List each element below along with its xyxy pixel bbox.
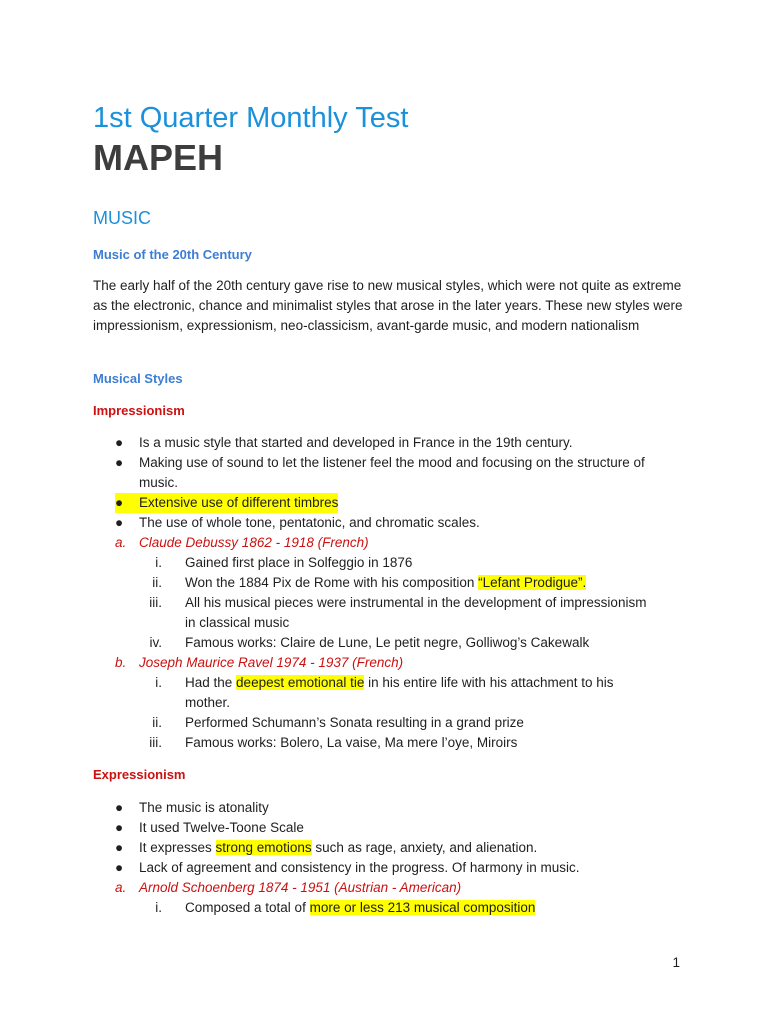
list-item: The music is atonality	[139, 800, 269, 815]
text-segment: Composed a total of	[185, 900, 310, 915]
sub-list-item	[185, 898, 535, 918]
roman-marker: ii.	[152, 715, 162, 730]
text-segment: such as rage, anxiety, and alienation.	[311, 840, 538, 855]
composer-marker: a.	[115, 880, 127, 895]
bullet-icon: ●	[115, 435, 124, 450]
section-heading: MUSIC	[93, 208, 151, 228]
styles-heading: Musical Styles	[93, 371, 183, 386]
sub-list-item: Performed Schumann’s Sonata resulting in a grand prize	[185, 715, 524, 730]
roman-marker: iii.	[149, 595, 162, 610]
highlighted-text: “Lefant Prodigue”.	[478, 575, 587, 590]
bullet-icon: ●	[115, 860, 124, 875]
intro-paragraph: The early half of the 20th century gave rise to new musical styles, which were not quite as extreme as the electronic, chance and minimalist styles that arose in the later years. These new styles were impressionism, expressionism, neo-classicism, avant-garde music, and modern nationalism	[93, 278, 683, 333]
expressionism-heading: Expressionism	[93, 767, 186, 782]
sub-list-item	[185, 573, 586, 593]
composer-name: Arnold Schoenberg 1874 - 1951 (Austrian - American)	[139, 880, 462, 895]
roman-marker: iii.	[149, 735, 162, 750]
highlighted-text: more or less 213 musical composition	[309, 900, 536, 915]
roman-marker: iv.	[149, 635, 162, 650]
list-item-continuation: music.	[139, 475, 179, 490]
list-item	[139, 838, 537, 858]
sub-list-item: Gained first place in Solfeggio in 1876	[185, 555, 413, 570]
bullet-icon: ●	[115, 493, 139, 513]
text-segment: Won the 1884 Pix de Rome with his composition	[185, 575, 479, 590]
subject-title: MAPEH	[93, 137, 224, 178]
composer-name: Joseph Maurice Ravel 1974 - 1937 (French)	[139, 655, 404, 670]
roman-marker: i.	[155, 675, 162, 690]
topic-heading: Music of the 20th Century	[93, 247, 252, 262]
list-item: Lack of agreement and consistency in the progress. Of harmony in music.	[139, 860, 580, 875]
sub-list-item: Famous works: Bolero, La vaise, Ma mere l’oye, Miroirs	[185, 735, 518, 750]
composer-marker: b.	[115, 655, 127, 670]
roman-marker: i.	[155, 900, 162, 915]
highlighted-text: strong emotions	[215, 840, 312, 855]
bullet-icon: ●	[115, 840, 124, 855]
list-item: The use of whole tone, pentatonic, and chromatic scales.	[139, 515, 480, 530]
impressionism-heading: Impressionism	[93, 403, 185, 418]
document-title: 1st Quarter Monthly Test	[93, 102, 409, 134]
roman-marker: i.	[155, 555, 162, 570]
text-segment: It expresses	[139, 840, 216, 855]
sub-list-item: Famous works: Claire de Lune, Le petit negre, Golliwog’s Cakewalk	[185, 635, 590, 650]
composer-name: Claude Debussy 1862 - 1918 (French)	[139, 535, 369, 550]
composer-marker: a.	[115, 535, 127, 550]
bullet-icon: ●	[115, 820, 124, 835]
roman-marker: ii.	[152, 575, 162, 590]
list-item: It used Twelve-Toone Scale	[139, 820, 304, 835]
sub-list-item-continuation: in classical music	[185, 615, 290, 630]
page-number: 1	[672, 955, 680, 970]
bullet-icon: ●	[115, 800, 124, 815]
sub-list-item-continuation: mother.	[185, 695, 231, 710]
text-segment: in his entire life with his attachment to his	[364, 675, 614, 690]
highlighted-text: deepest emotional tie	[236, 675, 365, 690]
text-segment: Had the	[185, 675, 237, 690]
sub-list-item	[185, 673, 614, 693]
list-item: Is a music style that started and developed in France in the 19th century.	[139, 435, 573, 450]
sub-list-item: All his musical pieces were instrumental in the development of impressionism	[185, 595, 647, 610]
bullet-icon: ●	[115, 455, 124, 470]
bullet-icon: ●	[115, 515, 124, 530]
list-item-highlighted: Extensive use of different timbres	[139, 493, 338, 513]
list-item: Making use of sound to let the listener feel the mood and focusing on the structure of	[139, 455, 645, 470]
